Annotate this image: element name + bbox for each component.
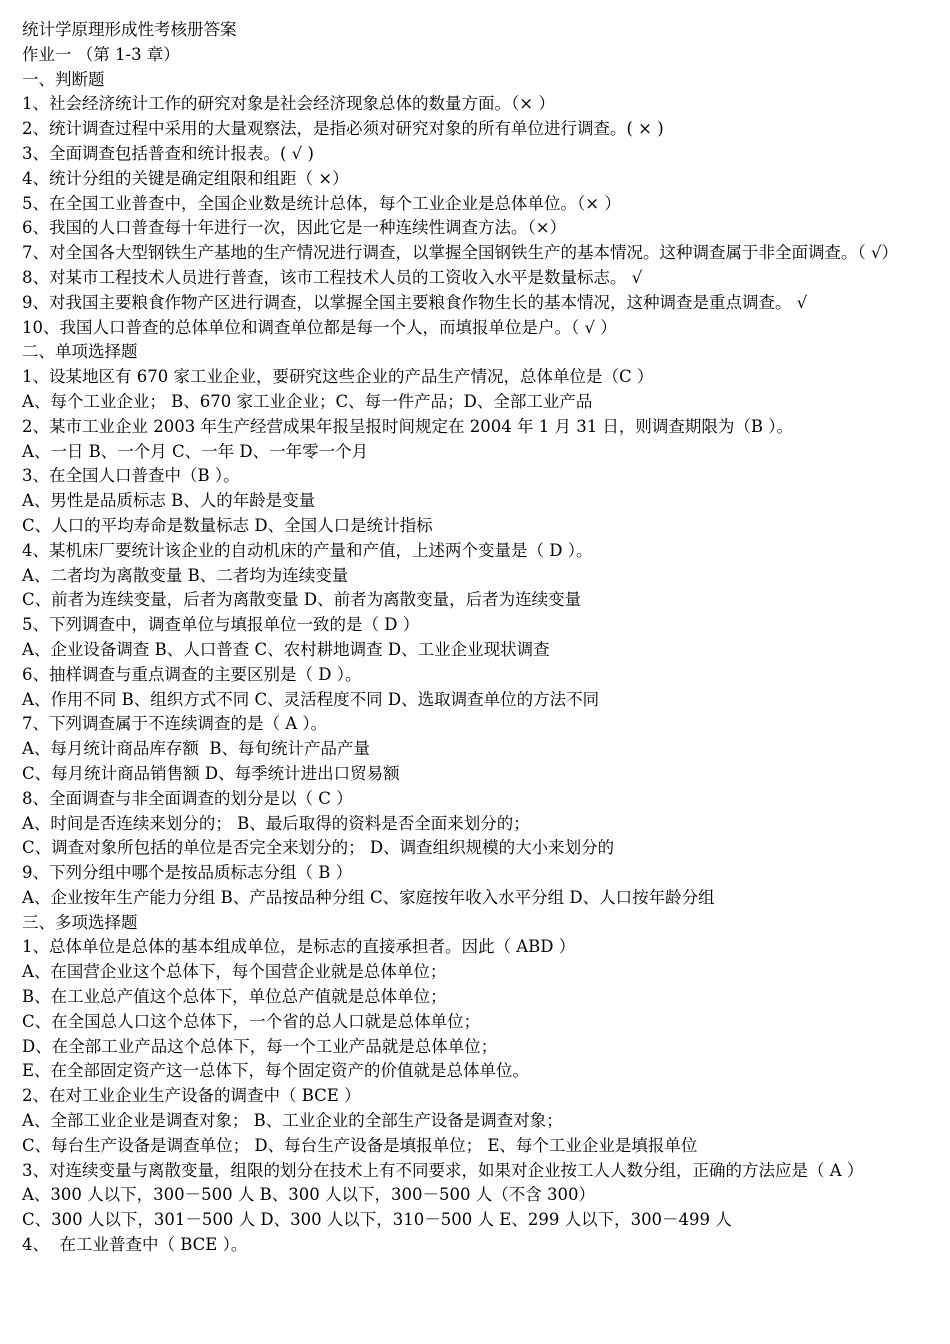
text-line: A、时间是否连续来划分的； B、最后取得的资料是否全面来划分的； [22,813,530,833]
text-line: 6、抽样调查与重点调查的主要区别是（ D ）。 [22,664,362,684]
text-line: A、每月统计商品库存额 B、每旬统计产品产量 [22,739,371,759]
text-line: C、每台生产设备是调查单位； D、每台生产设备是填报单位； E、每个工业企业是填报单位 [22,1135,698,1155]
text-line: 1、总体单位是总体的基本组成单位，是标志的直接承担者。因此（ ABD ） [22,937,576,957]
text-line: 7、下列调查属于不连续调查的是（ A ）。 [22,714,328,734]
text-line: 2、统计调查过程中采用的大量观察法，是指必须对研究对象的所有单位进行调查。( × ) [22,119,664,139]
text-line: 2、在对工业企业生产设备的调查中（ BCE ） [22,1086,361,1106]
text-line: 3、全面调查包括普查和统计报表。( √ ) [22,143,314,163]
text-line: 6、我国的人口普查每十年进行一次，因此它是一种连续性调查方法。（×） [22,218,567,238]
text-line: C、在全国总人口这个总体下，一个省的总人口就是总体单位； [22,1011,481,1031]
text-line: A、企业按年生产能力分组 B、产品按品种分组 C、家庭按年收入水平分组 D、人口按年龄分组 [22,887,715,907]
text-line: C、每月统计商品销售额 D、每季统计进出口贸易额 [22,763,400,783]
text-line: 10、我国人口普查的总体单位和调查单位都是每一个人，而填报单位是户。（ √ ） [22,317,617,337]
text-line: 4、统计分组的关键是确定组限和组距（ ×） [22,168,349,188]
text-line: 7、对全国各大型钢铁生产基地的生产情况进行调查，以掌握全国钢铁生产的基本情况。这种调查属于非全面调查。（ √） [22,243,899,263]
section-heading-multiple-choice: 三、多项选择题 [22,912,138,932]
text-line: A、作用不同 B、组织方式不同 C、灵活程度不同 D、选取调查单位的方法不同 [22,689,600,709]
assignment-heading: 作业一 （第 1-3 章） [22,44,180,64]
document-page [22,18,934,1258]
text-line: 8、对某市工程技术人员进行普查，该市工程技术人员的工资收入水平是数量标志。 √ [22,267,643,287]
text-line: B、在工业总产值这个总体下，单位总产值就是总体单位； [22,987,447,1007]
text-line: 8、全面调查与非全面调查的划分是以（ C ） [22,788,353,808]
text-line: 9、对我国主要粮食作物产区进行调查，以掌握全国主要粮食作物生长的基本情况，这种调查是重点调查。 √ [22,292,808,312]
text-line: 2、某市工业企业 2003 年生产经营成果年报呈报时间规定在 2004 年 1 月 31 日，则调查期限为（B ）。 [22,416,794,436]
section-heading-single-choice: 二、单项选择题 [22,342,138,362]
text-line: A、全部工业企业是调查对象； B、工业企业的全部生产设备是调查对象； [22,1111,563,1131]
text-line: 1、社会经济统计工作的研究对象是社会经济现象总体的数量方面。（× ） [22,94,555,114]
text-line: A、每个工业企业； B、670 家工业企业；C、每一件产品；D、全部工业产品 [22,391,593,411]
text-line: 1、设某地区有 670 家工业企业，要研究这些企业的产品生产情况，总体单位是（C ） [22,367,654,387]
text-line: 3、对连续变量与离散变量，组限的划分在技术上有不同要求，如果对企业按工人人数分组，正确的方法应是（ A ） [22,1160,864,1180]
text-line: 5、下列调查中，调查单位与填报单位一致的是（ D ） [22,615,420,635]
text-line: E、在全部固定资产这一总体下，每个固定资产的价值就是总体单位。 [22,1061,530,1081]
text-line: C、人口的平均寿命是数量标志 D、全国人口是统计指标 [22,515,433,535]
text-line: D、在全部工业产品这个总体下，每一个工业产品就是总体单位； [22,1036,498,1056]
text-line: 9、下列分组中哪个是按品质标志分组（ B ） [22,863,353,883]
text-line: C、前者为连续变量，后者为离散变量 D、前者为离散变量，后者为连续变量 [22,590,582,610]
text-line: A、二者均为离散变量 B、二者均为连续变量 [22,565,349,585]
text-line: A、300 人以下，300－500 人 B、300 人以下，300－500 人（不含 300） [22,1185,595,1205]
document-title: 统计学原理形成性考核册答案 [22,20,237,39]
text-line: 5、在全国工业普查中，全国企业数是统计总体，每个工业企业是总体单位。（× ） [22,193,621,213]
text-line: A、一日 B、一个月 C、一年 D、一年零一个月 [22,441,369,461]
text-line: A、在国营企业这个总体下，每个国营企业就是总体单位； [22,962,447,982]
text-line: C、300 人以下，301－500 人 D、300 人以下，310－500 人 E、299 人以下，300－499 人 [22,1210,732,1230]
text-line: 3、在全国人口普查中（B ）。 [22,466,240,486]
text-line: 4、某机床厂要统计该企业的自动机床的产量和产值，上述两个变量是（ D ）。 [22,540,593,560]
text-line: A、企业设备调查 B、人口普查 C、农村耕地调查 D、工业企业现状调查 [22,639,550,659]
section-heading-true-false: 一、判断题 [22,69,105,89]
text-line: 4、 在工业普查中（ BCE ）。 [22,1235,248,1255]
text-line: C、调查对象所包括的单位是否完全来划分的； D、调查组织规模的大小来划分的 [22,838,615,858]
text-line: A、男性是品质标志 B、人的年龄是变量 [22,491,316,511]
